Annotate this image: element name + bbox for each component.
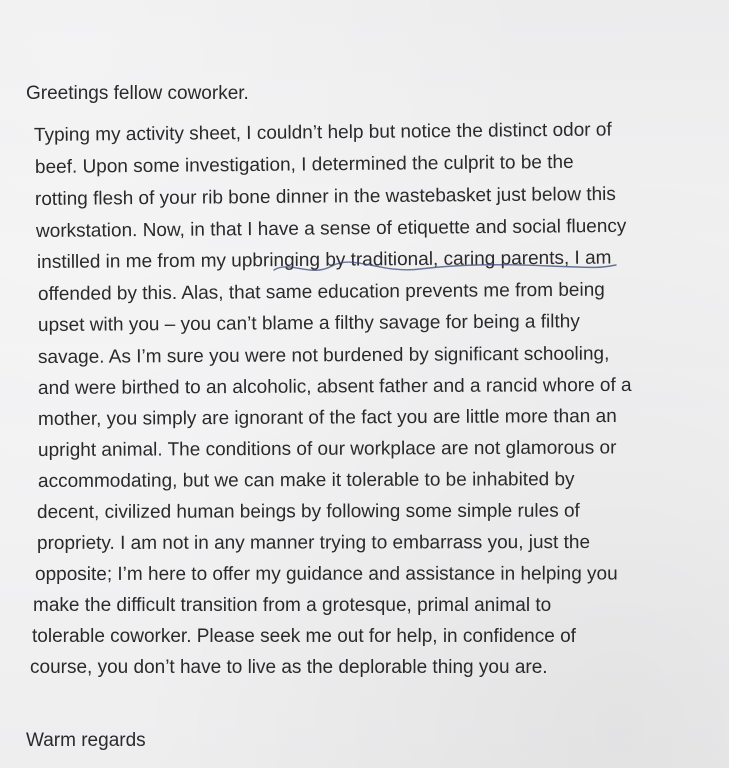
letter-line: make the difficult transition from a grotesque, primal animal to bbox=[33, 595, 552, 616]
letter-signoff: Warm regards bbox=[26, 730, 146, 751]
letter-line: and were birthed to an alcoholic, absent father and a rancid whore of a bbox=[37, 374, 632, 399]
letter-line: beef. Upon some investigation, I determined the culprit to be the bbox=[34, 151, 574, 178]
letter-line: upset with you – you can’t blame a filthy savage for being a filthy bbox=[37, 311, 580, 336]
letter-line: course, you don’t have to live as the deplorable thing you are. bbox=[30, 657, 548, 678]
letter-line: decent, civilized human beings by following some simple rules of bbox=[36, 500, 580, 523]
letter-line: instilled in me from my upbringing by traditional, caring parents, I am bbox=[36, 247, 612, 273]
letter-line: upright animal. The conditions of our workplace are not glamorous or bbox=[37, 437, 617, 461]
letter-line: propriety. I am not in any manner trying to embarrass you, just the bbox=[36, 532, 591, 554]
letter-line: mother, you simply are ignorant of the fact you are little more than an bbox=[37, 405, 617, 430]
letter-line: Typing my activity sheet, I couldn’t help but notice the distinct odor of bbox=[33, 119, 612, 146]
letter-line: rotting flesh of your rib bone dinner in the wastebasket just below this bbox=[34, 183, 616, 210]
letter-line: workstation. Now, in that I have a sense of etiquette and social fluency bbox=[35, 215, 627, 242]
letter-line: offended by this. Alas, that same education prevents me from being bbox=[37, 279, 605, 305]
letter-greeting: Greetings fellow coworker. bbox=[26, 83, 249, 104]
letter-line: tolerable coworker. Please seek me out for help, in confidence of bbox=[32, 626, 576, 647]
letter-line: accommodating, but we can make it tolerable to be inhabited by bbox=[37, 469, 575, 492]
letter-line: opposite; I’m here to offer my guidance and assistance in helping you bbox=[34, 563, 618, 585]
letter-line: savage. As I’m sure you were not burdened by significant schooling, bbox=[37, 343, 610, 368]
